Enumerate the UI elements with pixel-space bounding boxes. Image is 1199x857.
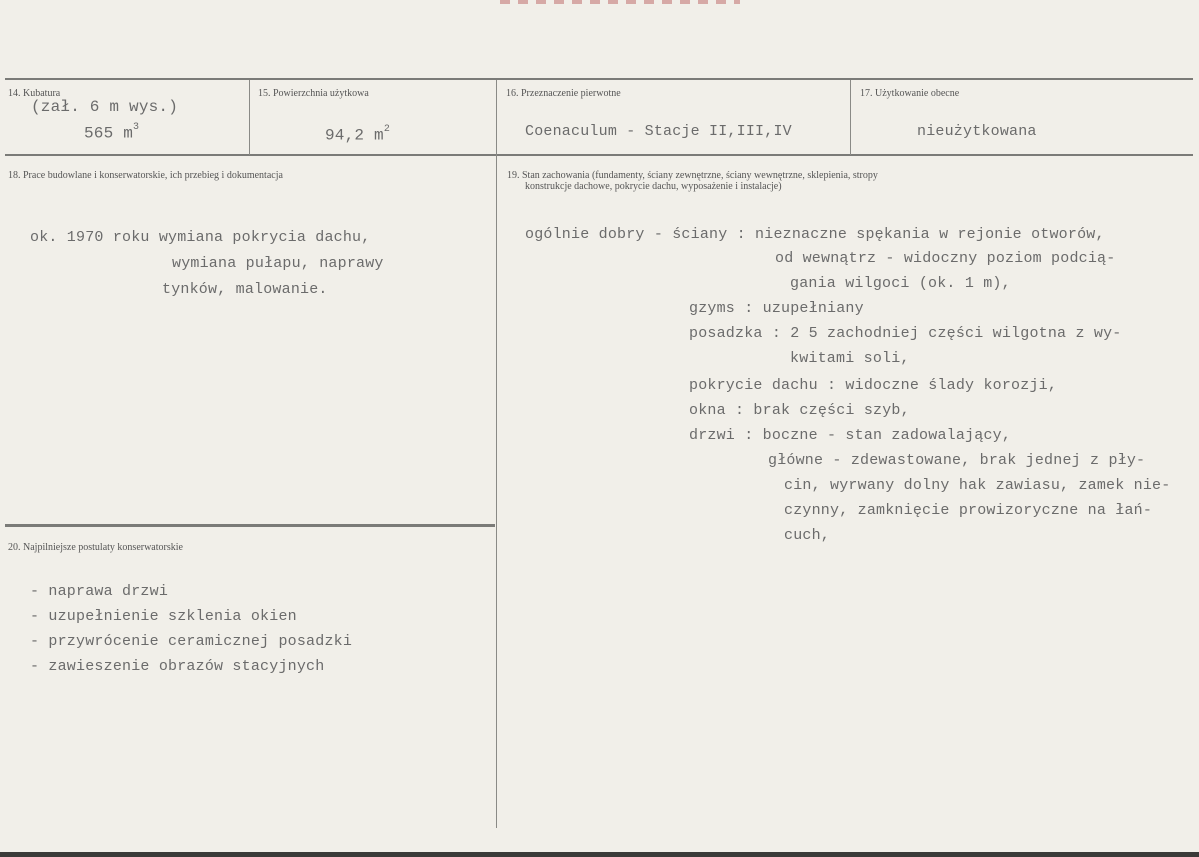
field-19-line: ogólnie dobry - ściany : nieznaczne spękania w rejonie otworów, [525,226,1105,243]
field-14-note: (zał. 6 m wys.) [31,98,179,116]
field-19-line: czynny, zamknięcie prowizoryczne na łań- [784,502,1153,519]
field-19-line: posadzka : 2 5 zachodniej części wilgotna z wy- [689,325,1122,342]
field-17-value: nieużytkowana [917,123,1037,140]
field-17-label: 17. Użytkowanie obecne [860,88,960,99]
field-14-value [84,124,139,142]
field-15-label: 15. Powierzchnia użytkowa [258,88,369,99]
field-18-line: wymiana pułapu, naprawy [172,255,384,272]
field-15-unit-exponent: 2 [383,124,391,135]
rule-header-bottom [5,154,1193,156]
field-14-label: 14. Kubatura [8,88,61,99]
field-18-label: 18. Prace budowlane i konserwatorskie, ich przebieg i dokumentacja [8,170,283,181]
field-16-value: Coenaculum - Stacje II,III,IV [525,123,792,140]
scan-bottom-edge [0,852,1199,857]
field-15-value [325,126,390,144]
field-19-line: cin, wyrwany dolny hak zawiasu, zamek nie- [784,477,1171,494]
field-20-item: - zawieszenie obrazów stacyjnych [30,658,325,675]
field-19-label-continued: konstrukcje dachowe, pokrycie dachu, wyposażenie i instalacje) [525,181,782,192]
field-19-line: od wewnątrz - widoczny poziom podcią- [775,250,1116,267]
top-red-marks [500,0,740,4]
field-19-label: 19. Stan zachowania (fundamenty, ściany zewnętrzne, ściany wewnętrzne, sklepienia, stropy [507,170,878,181]
field-19-line: pokrycie dachu : widoczne ślady korozji, [689,377,1058,394]
field-20-item: - przywrócenie ceramicznej posadzki [30,633,353,650]
field-18-line: tynków, malowanie. [162,281,328,298]
field-15-number: 94,2 m [325,126,384,145]
field-19-line: cuch, [784,527,831,544]
field-18-line: ok. 1970 roku wymiana pokrycia dachu, [30,229,371,246]
field-20-label: 20. Najpilniejsze postulaty konserwatorskie [8,542,183,553]
field-19-line: kwitami soli, [790,350,910,367]
rule-col1 [249,80,250,155]
field-14-number: 565 m [84,124,134,143]
field-19-line: gania wilgoci (ok. 1 m), [790,275,1011,292]
field-14-unit-exponent: 3 [133,122,140,133]
field-20-item: - naprawa drzwi [30,583,169,600]
rule-col3 [850,80,851,155]
field-19-line: gzyms : uzupełniany [689,300,864,317]
field-19-line: okna : brak części szyb, [689,402,910,419]
rule-col-main [496,80,497,828]
rule-top [5,78,1193,80]
rule-f18-bottom [5,524,495,527]
field-16-label: 16. Przeznaczenie pierwotne [506,88,621,99]
field-20-item: - uzupełnienie szklenia okien [30,608,297,625]
field-19-line: drzwi : boczne - stan zadowalający, [689,427,1012,444]
field-19-line: główne - zdewastowane, brak jednej z pły- [768,452,1146,469]
